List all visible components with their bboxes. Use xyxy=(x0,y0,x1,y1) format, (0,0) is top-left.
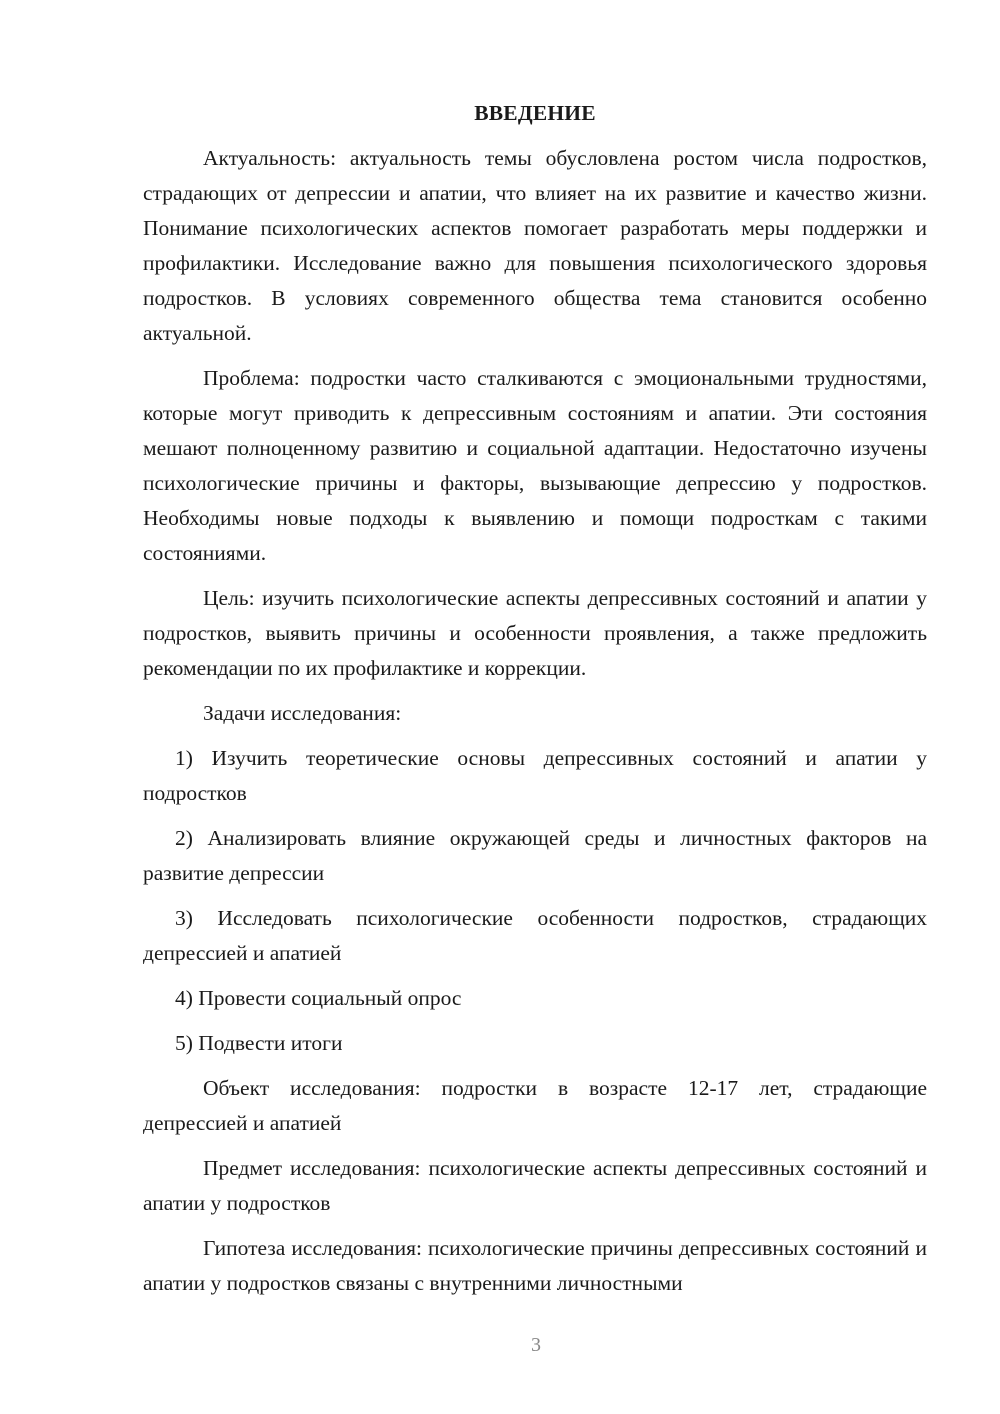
list-item-task-4: 4) Провести социальный опрос xyxy=(175,986,462,1010)
paragraph-relevance: Актуальность: актуальность темы обусловлена ростом числа подростков, страдающих от депрессии и апатии, что влияет на их развитие и качество жизни. Понимание психологических аспектов помогает разработать меры поддержки и профилактики. Исследование важно для повышения психологического здоровья подростков. В условиях современного общества тема становится особенно актуальной. xyxy=(143,146,927,345)
list-item-task-1: 1) Изучить теоретические основы депрессивных состояний и апатии у подростков xyxy=(143,746,927,805)
paragraph-subject: Предмет исследования: психологические аспекты депрессивных состояний и апатии у подростков xyxy=(143,1156,927,1215)
paragraph-object: Объект исследования: подростки в возрасте 12-17 лет, страдающие депрессией и апатией xyxy=(143,1076,927,1135)
section-title: ВВЕДЕНИЕ xyxy=(474,101,596,125)
paragraph-problem: Проблема: подростки часто сталкиваются с эмоциональными трудностями, которые могут приводить к депрессивным состояниям и апатии. Эти состояния мешают полноценному развитию и социальной адаптации. Недостаточно изучены психологические причины и факторы, вызывающие депрессию у подростков. Необходимы новые подходы к выявлению и помощи подросткам с такими состояниями. xyxy=(143,366,927,565)
paragraph-tasks-heading: Задачи исследования: xyxy=(203,701,402,725)
paragraph-goal: Цель: изучить психологические аспекты депрессивных состояний и апатии у подростков, выявить причины и особенности проявления, а также предложить рекомендации по их профилактике и коррекции. xyxy=(143,586,927,680)
page-number: 3 xyxy=(531,1334,541,1356)
document-page xyxy=(143,96,927,1301)
list-item-task-3: 3) Исследовать психологические особенности подростков, страдающих депрессией и апатией xyxy=(143,906,927,965)
list-item-task-2: 2) Анализировать влияние окружающей среды и личностных факторов на развитие депрессии xyxy=(143,826,927,885)
tasks-list xyxy=(143,741,927,1061)
paragraph-hypothesis: Гипотеза исследования: психологические причины депрессивных состояний и апатии у подростков связаны с внутренними личностными xyxy=(143,1236,927,1295)
list-item-task-5: 5) Подвести итоги xyxy=(175,1031,343,1055)
